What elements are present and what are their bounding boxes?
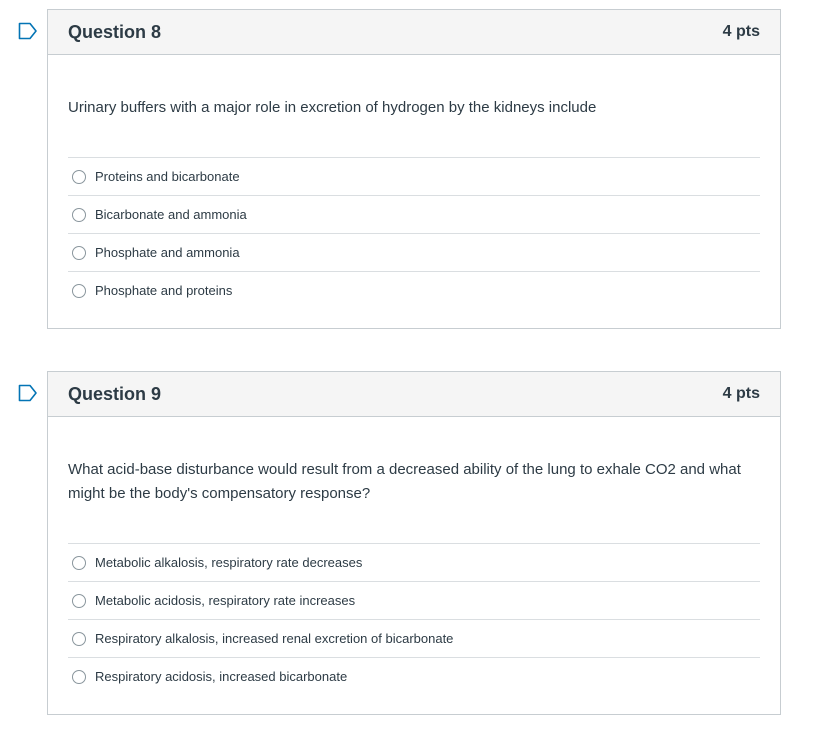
question-9-title: Question 9 — [68, 383, 162, 404]
question-9-answers — [68, 543, 760, 695]
flag-question-8-icon[interactable] — [18, 22, 38, 40]
question-9-answer-3[interactable] — [68, 619, 760, 657]
answer-label: Phosphate and proteins — [95, 283, 233, 298]
flag-question-9-icon[interactable] — [18, 384, 38, 402]
answer-label: Proteins and bicarbonate — [95, 169, 240, 184]
question-8-text: Urinary buffers with a major role in excretion of hydrogen by the kidneys include — [68, 99, 597, 116]
question-9-header — [48, 372, 780, 417]
question-8-answer-3[interactable] — [68, 233, 760, 271]
question-9-answer-1[interactable] — [68, 543, 760, 581]
question-8-points: 4 pts — [722, 23, 760, 40]
question-9-card — [47, 371, 781, 715]
question-9-text: What acid-base disturbance would result from a decreased ability of the lung to exhale CO2 and what might be the body's compensatory response? — [68, 461, 741, 502]
question-8-header — [48, 10, 780, 55]
answer-label: Phosphate and ammonia — [95, 245, 240, 260]
radio-button[interactable] — [72, 170, 86, 184]
answer-label: Metabolic acidosis, respiratory rate increases — [95, 593, 356, 608]
question-8-card — [47, 9, 781, 329]
question-8-title: Question 8 — [68, 21, 162, 42]
radio-button[interactable] — [72, 208, 86, 222]
question-9-answer-4[interactable] — [68, 657, 760, 695]
question-8-answer-4[interactable] — [68, 271, 760, 309]
answer-label: Bicarbonate and ammonia — [95, 207, 247, 222]
radio-button[interactable] — [72, 284, 86, 298]
answer-label: Metabolic alkalosis, respiratory rate decreases — [95, 555, 363, 570]
question-9-answer-2[interactable] — [68, 581, 760, 619]
question-8-answer-1[interactable] — [68, 157, 760, 195]
answer-label: Respiratory alkalosis, increased renal excretion of bicarbonate — [95, 631, 454, 646]
radio-button[interactable] — [72, 556, 86, 570]
radio-button[interactable] — [72, 594, 86, 608]
answer-label: Respiratory acidosis, increased bicarbonate — [95, 669, 348, 684]
radio-button[interactable] — [72, 246, 86, 260]
question-9-points: 4 pts — [722, 385, 760, 402]
radio-button[interactable] — [72, 670, 86, 684]
question-8-answers — [68, 157, 760, 309]
radio-button[interactable] — [72, 632, 86, 646]
question-8-answer-2[interactable] — [68, 195, 760, 233]
